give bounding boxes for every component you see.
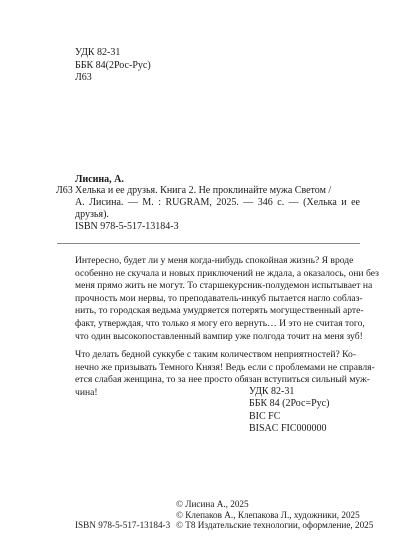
- annotation-line: нечно же призывать Темного Князя! Ведь если с проблемами не справля-: [75, 361, 375, 373]
- bbk-code: ББК 84(2Рос-Рус): [75, 59, 151, 71]
- bisac-code: BISAC FIC000000: [249, 423, 327, 435]
- bbk-code-secondary: ББК 84 (2Рос=Рус): [249, 398, 330, 410]
- header-classification-codes: [75, 47, 151, 85]
- bib-author: Лисина, А.: [75, 174, 124, 185]
- annotation-line: что один высокопоставленный вампир уже полгода точит на меня зуб!: [75, 330, 363, 342]
- copyright-line: © Т8 Издательские технологии, оформление, 2025: [176, 520, 374, 531]
- bib-index: Л63: [56, 185, 73, 196]
- bic-code: BIC FC: [249, 410, 281, 422]
- bib-description: [75, 185, 360, 221]
- annotation-line: ется слабая женщина, то за нее просто обязан вступиться сильный муж-: [75, 374, 370, 386]
- divider-rule: [57, 243, 360, 244]
- annotation-line: Интересно, будет ли у меня когда-нибудь спокойная жизнь? Я вроде: [75, 255, 354, 266]
- annotation-paragraph: [75, 255, 379, 343]
- copyright-line: © Клепаков А., Клепакова Л., художники, 2025: [176, 509, 360, 520]
- udk-code: УДК 82-31: [75, 47, 121, 58]
- annotation-line: нить, то городская ведьма умудряется потерять могущественный арте-: [75, 305, 364, 317]
- bib-description-line: А. Лисина. — М. : RUGRAM, 2025. — 346 с. — (Хелька и ее друзья).: [75, 197, 360, 220]
- bib-isbn: ISBN 978-5-517-13184-3: [75, 221, 179, 232]
- annotation-line: меня прямо жить не могут. То старшекурсник-полудемон испытывает на: [75, 280, 373, 292]
- footer-isbn: ISBN 978-5-517-13184-3: [75, 520, 171, 530]
- annotation-line: Что делать бедной суккубе с таким количеством неприятностей? Ко-: [75, 349, 357, 361]
- annotation-line: факт, утверждая, что только я могу его вернуть… И это не считая того,: [75, 317, 365, 329]
- copyright-line: © Лисина А., 2025: [176, 499, 249, 509]
- udk-code-secondary: УДК 82-31: [249, 386, 295, 397]
- annotation: [75, 255, 379, 400]
- classification-block: [249, 386, 329, 436]
- annotation-line: чина!: [75, 386, 98, 398]
- bib-description-line: Хелька и ее друзья. Книга 2. Не проклинайте мужа Светом /: [75, 185, 332, 196]
- annotation-line: особенно не скучала и новых приключений не ждала, а оказалось, они без: [75, 267, 379, 279]
- author-mark: Л63: [75, 72, 92, 83]
- annotation-line: прочность мои нервы, то преподаватель-инкуб пытается нагло соблаз-: [75, 292, 363, 304]
- copyright-block: [176, 499, 373, 531]
